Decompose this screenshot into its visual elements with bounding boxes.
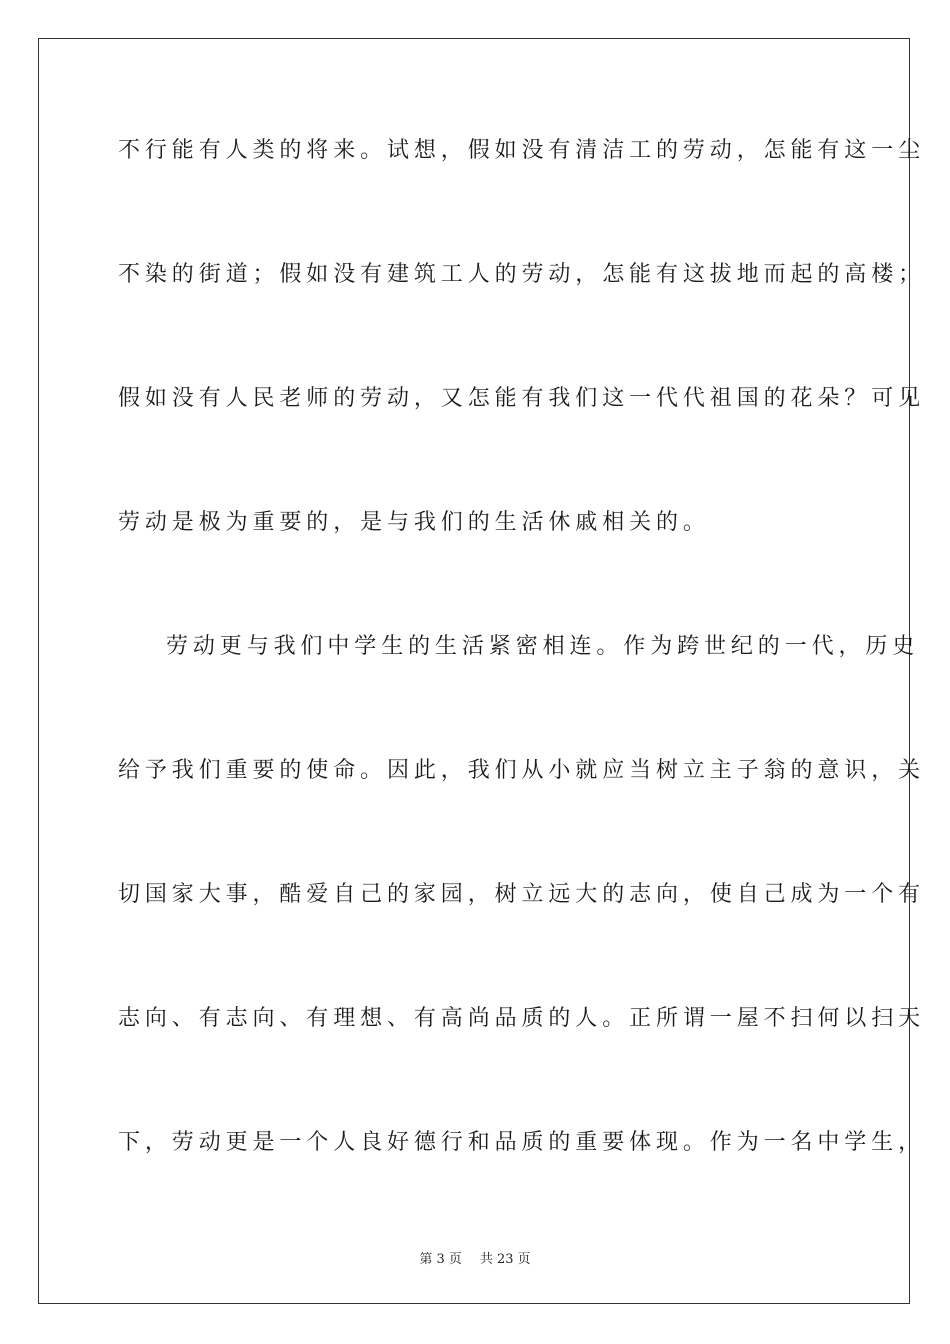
- text-line-2: 不染的街道；假如没有建筑工人的劳动，怎能有这拔地而起的高楼；: [118, 262, 926, 287]
- page-total: 共 23 页: [479, 1252, 531, 1267]
- text-line-1: 不行能有人类的将来。试想，假如没有清洁工的劳动，怎能有这一尘: [118, 138, 926, 163]
- page-footer: [0, 1248, 950, 1267]
- page-number: 第 3 页: [419, 1252, 462, 1267]
- text-line-7: 切国家大事，酷爱自己的家园，树立远大的志向，使自己成为一个有: [118, 882, 926, 907]
- text-line-9: 下，劳动更是一个人良好德行和品质的重要体现。作为一名中学生，: [118, 1130, 926, 1155]
- text-line-8: 志向、有志向、有理想、有高尚品质的人。正所谓一屋不扫何以扫天: [118, 1006, 926, 1031]
- page-frame: [38, 38, 926, 1304]
- text-line-4: 劳动是极为重要的，是与我们的生活休戚相关的。: [118, 510, 710, 535]
- text-line-5: 劳动更与我们中学生的生活紧密相连。作为跨世纪的一代，历史: [166, 634, 920, 659]
- text-line-6: 给予我们重要的使命。因此，我们从小就应当树立主子翁的意识，关: [118, 758, 926, 783]
- text-line-3: 假如没有人民老师的劳动，又怎能有我们这一代代祖国的花朵？可见: [118, 386, 926, 411]
